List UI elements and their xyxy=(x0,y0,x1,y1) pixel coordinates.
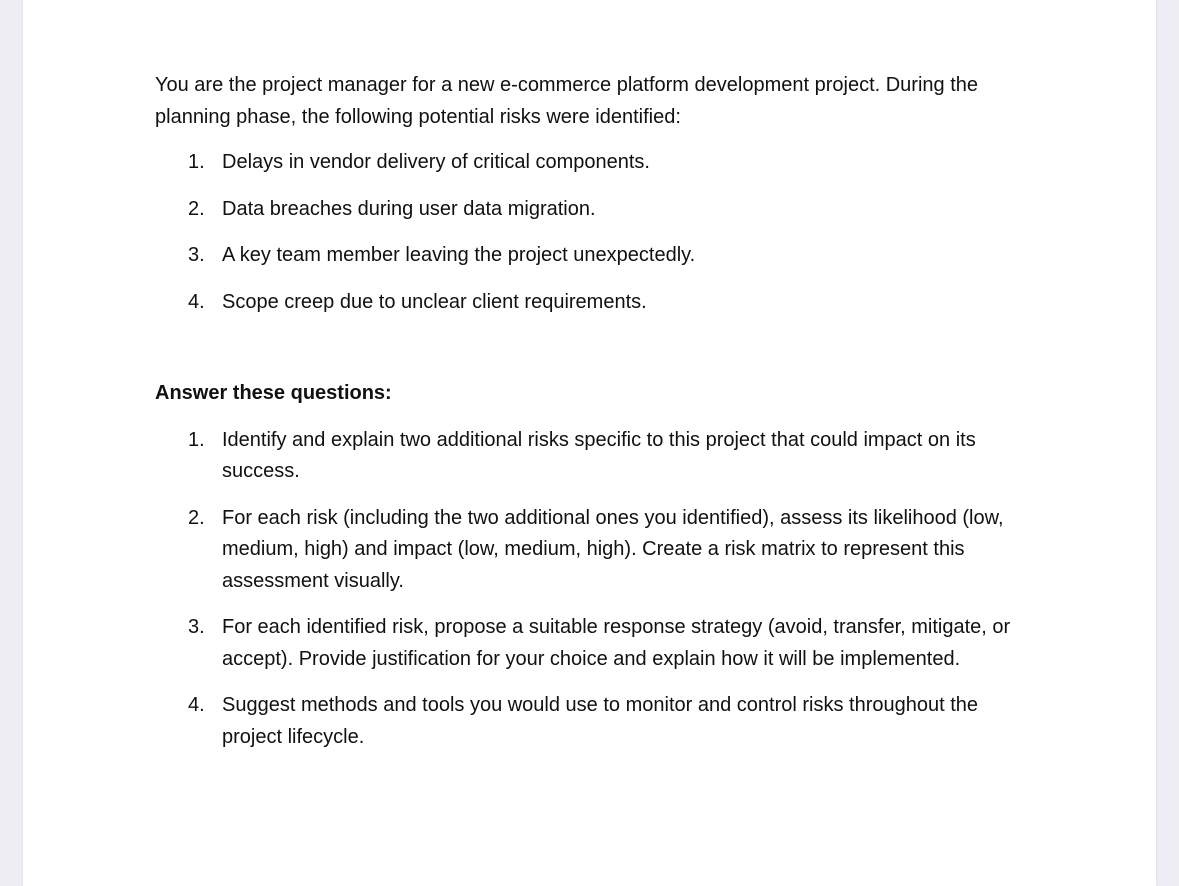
list-number: 3. xyxy=(188,616,205,638)
question-list xyxy=(155,425,1035,754)
list-item-text: For each risk (including the two additional ones you identified), assess its likelihood (low, medium, high) and impact (low, medium, high). Create a risk matrix to represent this assessment visually. xyxy=(222,506,1004,592)
list-item-text: Scope creep due to unclear client requirements. xyxy=(222,290,647,313)
list-item xyxy=(155,503,1035,598)
list-item-text: A key team member leaving the project unexpectedly. xyxy=(222,244,696,266)
list-number: 1. xyxy=(188,428,205,451)
list-item-text: Delays in vendor delivery of critical components. xyxy=(222,151,650,173)
list-item xyxy=(155,425,1035,488)
list-item xyxy=(155,287,1035,319)
list-number: 2. xyxy=(188,506,205,529)
list-item xyxy=(155,612,1035,675)
list-item xyxy=(155,147,1035,179)
list-item-text: For each identified risk, propose a suitable response strategy (avoid, transfer, mitigate, or accept). Provide justification for your choice and explain how it will be implemented. xyxy=(222,616,1011,670)
list-item xyxy=(155,194,1035,226)
list-number: 2. xyxy=(188,197,205,220)
list-item-text: Data breaches during user data migration. xyxy=(222,197,596,220)
list-number: 4. xyxy=(188,290,205,313)
list-item-text: Suggest methods and tools you would use to monitor and control risks throughout the project lifecycle. xyxy=(222,694,979,748)
list-number: 1. xyxy=(188,151,205,173)
list-number: 4. xyxy=(188,694,205,716)
questions-heading: Answer these questions: xyxy=(155,382,392,404)
list-item-text: Identify and explain two additional risks specific to this project that could impact on its success. xyxy=(222,428,976,482)
risk-list xyxy=(155,147,1035,318)
document-content xyxy=(155,70,1035,768)
list-number: 3. xyxy=(188,244,205,266)
list-item xyxy=(155,240,1035,272)
list-item xyxy=(155,690,1035,753)
document-page xyxy=(23,0,1156,886)
intro-paragraph: You are the project manager for a new e-commerce platform development project. During the planning phase, the following potential risks were identified: xyxy=(155,74,979,128)
